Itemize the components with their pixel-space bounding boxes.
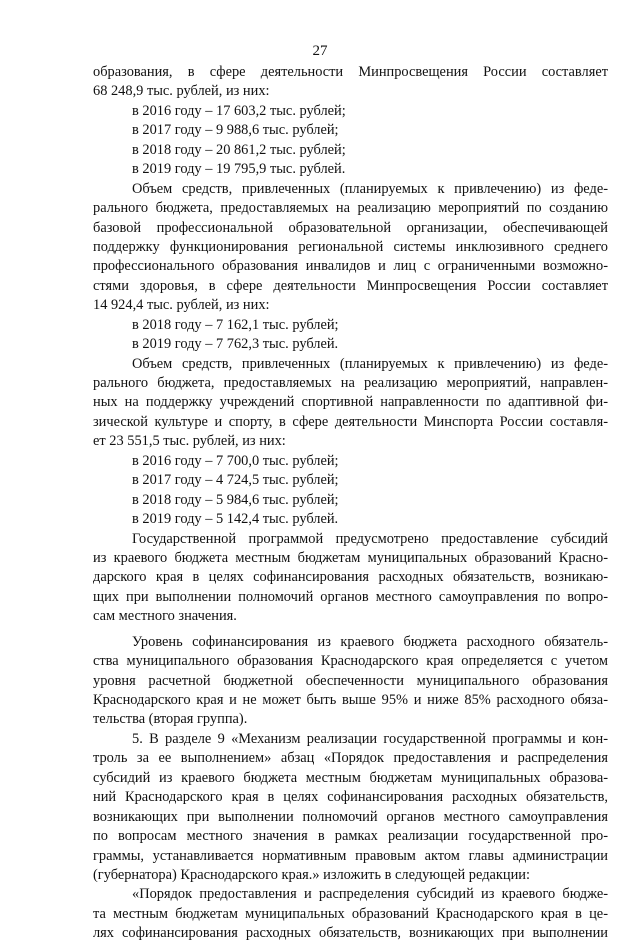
text-line: дарского края в целях софинансирования расходных обязательств, возникаю- xyxy=(93,569,608,586)
text-line: Уровень софинансирования из краевого бюджета расходного обязатель- xyxy=(132,633,608,650)
text-line: Краснодарского края и не может быть выше 95% и ниже 85% расходного обяза- xyxy=(93,692,608,708)
text-line: лях софинансирования расходных обязательств, возникающих при выполнении xyxy=(93,925,608,942)
text-line: в 2016 году – 17 603,2 тыс. рублей; xyxy=(132,102,346,119)
text-line: Объем средств, привлеченных (планируемых к привлечению) из феде- xyxy=(132,180,608,197)
text-line: по вопросам местного значения в рамках реализации государственной про- xyxy=(93,828,608,845)
text-line: 14 924,4 тыс. рублей, из них: xyxy=(93,297,270,314)
text-line: щих при выполнении полномочий органов местного самоуправления по вопро- xyxy=(93,588,608,605)
text-line: базовой профессиональной образовательной организации, обеспечивающей xyxy=(93,219,608,236)
text-line: возникающих при выполнении полномочий органов местного самоуправления xyxy=(93,808,608,825)
page-number: 27 xyxy=(312,43,328,59)
text-line: та местным бюджетам муниципальных образований Краснодарского края в це- xyxy=(93,905,608,922)
text-line: ет 23 551,5 тыс. рублей, из них: xyxy=(93,433,286,450)
text-line: ства муниципального образования Краснодарского края определяется с учетом xyxy=(93,653,608,670)
text-line: в 2019 году – 19 795,9 тыс. рублей. xyxy=(132,161,346,178)
text-line: тельства (вторая группа). xyxy=(93,711,248,728)
text-line: субсидий из краевого бюджета местным бюджетам муниципальных образова- xyxy=(93,769,608,786)
text-line: уровня расчетной бюджетной обеспеченности муниципального образования xyxy=(93,672,608,689)
text-line: зической культуре и спорту, в сфере деятельности Минспорта России составля- xyxy=(93,413,608,430)
text-line: поддержку функционирования региональной системы инклюзивного среднего xyxy=(93,238,608,255)
text-line: в 2019 году – 7 762,3 тыс. рублей. xyxy=(132,336,339,353)
text-line: Государственной программой предусмотрено предоставление субсидий xyxy=(132,530,608,547)
text-line: троль за ее выполнением» абзац «Порядок предоставления и распределения xyxy=(93,750,608,767)
text-line: в 2017 году – 9 988,6 тыс. рублей; xyxy=(132,122,339,139)
text-line: сам местного значения. xyxy=(93,608,237,625)
text-line: ний Краснодарского края в целях софинансирования расходных обязательств, xyxy=(93,789,608,806)
text-line: стями здоровья, в сфере деятельности Минпросвещения России составляет xyxy=(93,277,608,294)
text-line: 68 248,9 тыс. рублей, из них: xyxy=(93,83,270,100)
text-line: в 2018 году – 7 162,1 тыс. рублей; xyxy=(132,316,339,333)
text-line: профессионального образования инвалидов и лиц с ограниченными возможно- xyxy=(93,258,608,275)
text-line: рального бюджета, предоставляемых на реализацию мероприятий по созданию xyxy=(93,200,608,217)
text-line: (губернатора) Краснодарского края.» изложить в следующей редакции: xyxy=(93,866,531,883)
text-line: образования, в сфере деятельности Минпросвещения России составляет xyxy=(93,64,608,80)
text-line: в 2016 году – 7 700,0 тыс. рублей; xyxy=(132,452,339,469)
text-line: Объем средств, привлеченных (планируемых к привлечению) из феде- xyxy=(132,355,608,372)
body-text xyxy=(93,63,608,944)
text-line: ных на поддержку учреждений спортивной направленности по адаптивной фи- xyxy=(93,394,608,411)
text-line: в 2018 году – 20 861,2 тыс. рублей; xyxy=(132,141,346,158)
text-line: 5. В разделе 9 «Механизм реализации государственной программы и кон- xyxy=(132,730,608,747)
text-line: в 2019 году – 5 142,4 тыс. рублей. xyxy=(132,511,339,528)
text-line: в 2018 году – 5 984,6 тыс. рублей; xyxy=(132,491,339,508)
text-line: граммы, устанавливается нормативным правовым актом главы администрации xyxy=(93,847,608,864)
text-line: в 2017 году – 4 724,5 тыс. рублей; xyxy=(132,472,339,489)
text-line: из краевого бюджета местным бюджетам муниципальных образований Красно- xyxy=(93,549,608,566)
text-line: рального бюджета, предоставляемых на реализацию мероприятий, направлен- xyxy=(93,375,608,391)
text-line: «Порядок предоставления и распределения субсидий из краевого бюдже- xyxy=(132,886,608,903)
